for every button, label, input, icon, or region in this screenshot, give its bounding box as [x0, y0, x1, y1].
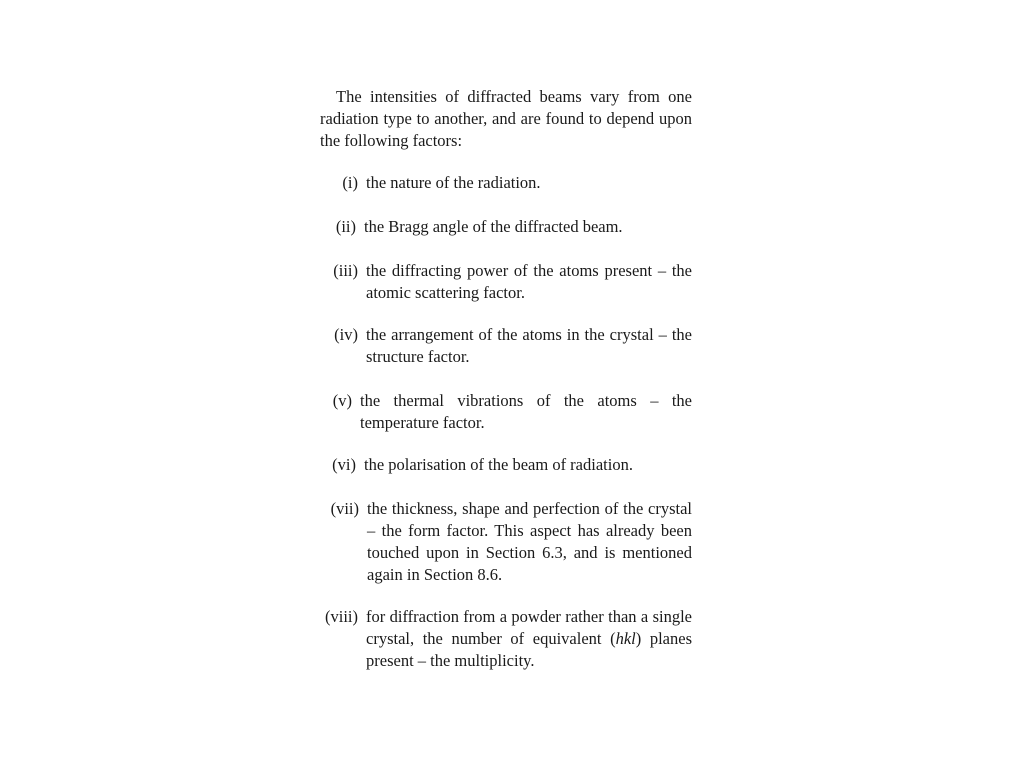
- list-marker: (i): [342, 173, 358, 192]
- list-item-text: the thickness, shape and perfection of the crystal – the form factor. This aspect has already been touched upon in Section 6.3, and is mentioned again in Section 8.6.: [367, 499, 692, 584]
- list-item: [330, 260, 692, 304]
- list-item: [325, 498, 692, 586]
- list-marker: (vi): [332, 455, 356, 474]
- list-item-text: the arrangement of the atoms in the crystal – the structure factor.: [366, 325, 692, 366]
- list-item: [320, 606, 692, 672]
- list-item-text: the diffracting power of the atoms present – the atomic scattering factor.: [366, 261, 692, 302]
- list-marker: (iv): [334, 325, 358, 344]
- list-item-text: the Bragg angle of the diffracted beam.: [364, 217, 623, 236]
- list-marker: (v): [332, 391, 352, 410]
- list-item-text: the nature of the radiation.: [366, 173, 541, 192]
- list-item-text: the thermal vibrations of the atoms – the temperature factor.: [360, 391, 692, 432]
- list-item: [336, 172, 692, 194]
- list-item: [332, 216, 692, 238]
- list-item-text: the polarisation of the beam of radiation.: [364, 455, 633, 474]
- list-item: [330, 390, 692, 434]
- intro-paragraph: The intensities of diffracted beams vary from one radiation type to another, and are found to depend upon the following factors:: [320, 87, 692, 150]
- list-marker: (vii): [330, 499, 359, 518]
- list-item: [330, 454, 692, 476]
- document-page: [320, 86, 692, 672]
- multiplicity-text-start: for diffraction from a powder rather than a single crystal, the number of equivalent (: [366, 607, 692, 648]
- multiplicity-text-end: ) planes present – the multiplicity.: [366, 629, 692, 670]
- list-marker: (viii): [325, 607, 358, 626]
- list-item: [330, 324, 692, 368]
- list-item-text: [366, 606, 692, 672]
- factor-list: [320, 172, 692, 672]
- miller-indices: hkl: [615, 629, 636, 648]
- list-marker: (iii): [333, 261, 358, 280]
- list-marker: (ii): [335, 217, 356, 236]
